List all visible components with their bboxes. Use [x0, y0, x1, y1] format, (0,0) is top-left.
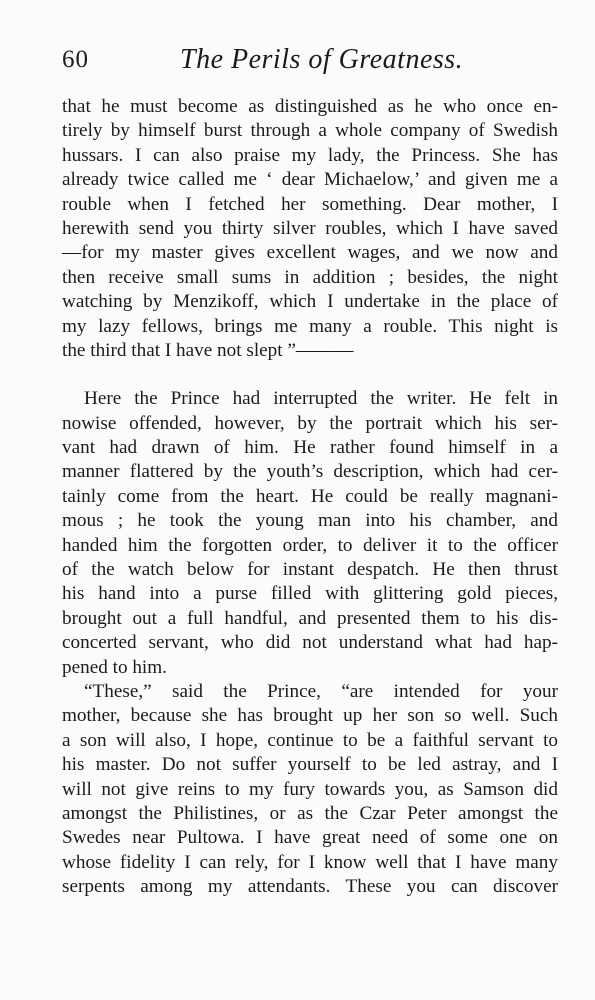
text-line: will not give reins to my fury towards you, as Samson did — [62, 778, 558, 800]
text-line: of the watch below for instant despatch. He then thrust — [62, 559, 558, 581]
text-line: hussars. I can also praise my lady, the Princess. She has — [62, 144, 558, 166]
text-line: whose fidelity I can rely, for I know well that I have many — [62, 851, 558, 873]
text-line: watching by Menzikoff, which I undertake in the place of — [62, 291, 558, 313]
text-line: a son will also, I hope, continue to be a faithful servant to — [62, 729, 558, 751]
text-line: tirely by himself burst through a whole company of Swedish — [62, 120, 558, 142]
text-line: tainly come from the heart. He could be really magnani- — [62, 485, 558, 507]
text-line: herewith send you thirty silver roubles, which I have saved — [62, 217, 558, 239]
paragraph — [62, 680, 558, 900]
text-line: pened to him. — [62, 656, 167, 678]
page-header — [62, 42, 532, 82]
text-line: Here the Prince had interrupted the writer. He felt in — [84, 388, 558, 410]
text-line: mous ; he took the young man into his chamber, and — [62, 510, 558, 532]
text-line: serpents among my attendants. These you can discover — [62, 876, 558, 898]
text-line: already twice called me ‘ dear Michaelow,’ and given me a — [62, 169, 558, 191]
text-line: concerted servant, who did not understand what had hap- — [62, 632, 558, 654]
text-line: my lazy fellows, brings me many a rouble. This night is — [62, 315, 558, 337]
running-title: The Perils of Greatness. — [180, 44, 464, 75]
text-line: mother, because she has brought up her son so well. Such — [62, 705, 558, 727]
text-line: his master. Do not suffer yourself to be led astray, and I — [62, 754, 558, 776]
section-gap — [62, 363, 558, 387]
paragraph — [62, 387, 558, 680]
text-line: amongst the Philistines, or as the Czar Peter amongst the — [62, 802, 558, 824]
text-line: brought out a full handful, and presented them to his dis- — [62, 607, 558, 629]
paragraph — [62, 95, 558, 363]
text-line: “These,” said the Prince, “are intended for your — [84, 680, 558, 702]
page-number: 60 — [62, 46, 89, 73]
text-line: nowise offended, however, by the portrait which his ser- — [62, 412, 558, 434]
text-line: then receive small sums in addition ; besides, the night — [62, 266, 558, 288]
text-line: vant had drawn of him. He rather found himself in a — [62, 437, 558, 459]
text-line: handed him the forgotten order, to deliver it to the officer — [62, 534, 558, 556]
text-line: his hand into a purse filled with glittering gold pieces, — [62, 583, 558, 605]
text-line: Swedes near Pultowa. I have great need of some one on — [62, 827, 558, 849]
body-text — [62, 95, 558, 900]
text-line: manner flattered by the youth’s description, which had cer- — [62, 461, 558, 483]
text-line: that he must become as distinguished as he who once en- — [62, 96, 558, 117]
text-line: the third that I have not slept ”——— — [62, 339, 354, 361]
text-line: —for my master gives excellent wages, and we now and — [62, 242, 558, 264]
text-line: rouble when I fetched her something. Dear mother, I — [62, 193, 558, 215]
